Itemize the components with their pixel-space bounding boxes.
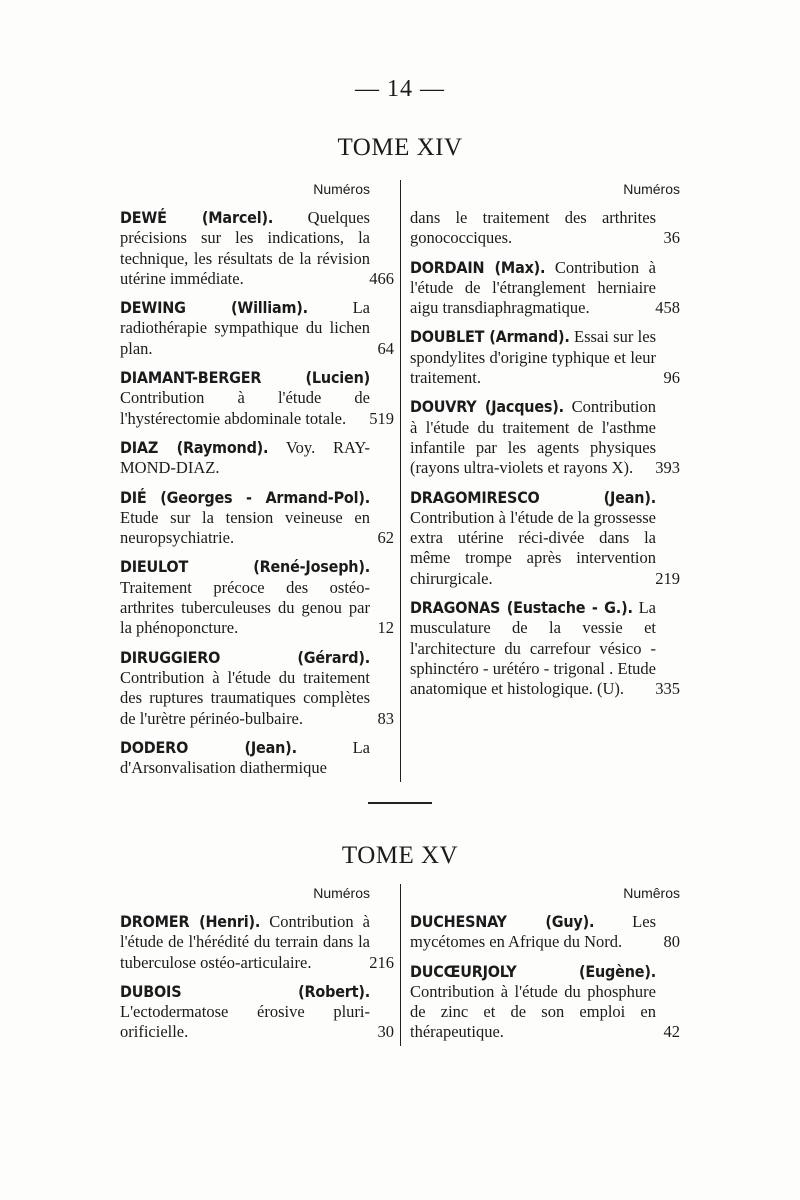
index-entry [120,208,394,289]
author-name: DROMER (Henri). [120,912,261,931]
entry-text [410,488,656,589]
entry-number: 393 [655,458,680,478]
column-right-tome-xiv [410,180,680,709]
author-name: DOUBLET (Armand). [410,327,570,347]
entry-text [410,208,656,249]
index-entry [120,981,394,1043]
thesis-title: Les mycétomes en Afrique du Nord. [410,912,656,952]
author-name: DUCŒURJOLY (Eugène). [410,961,656,981]
author-name: DUBOIS (Robert). [120,981,370,1001]
entry-text [120,368,370,429]
entry-number: 80 [663,932,680,952]
author-name: DIRUGGIERO (Gérard). [120,647,370,667]
entry-text [120,912,370,973]
author-name: DRAGONAS (Eustache - G.). [410,598,633,618]
page-number: — 14 — [355,76,445,102]
author-name: DUCHESNAY (Guy). [410,912,595,931]
entry-number: 62 [377,528,394,548]
index-entry [120,487,394,549]
index-entry [120,647,394,729]
index-entry [410,397,680,478]
column-left-tome-xv [120,884,394,1052]
thesis-title: Essai sur les spondylites d'origine typhique et leur traitement. [410,327,656,388]
entry-text [410,327,656,388]
entry-number: 216 [369,952,394,972]
entry-number: 83 [377,708,394,728]
index-entry [120,738,370,779]
thesis-title: Contribution à l'étude de l'hérédité du terrain dans la tuberculose ostéo-articulaire. [120,912,370,972]
column-heading: Numêros [623,885,680,901]
entry-text [120,298,370,359]
index-entry [120,298,394,359]
entry-text [120,982,370,1043]
entry-number: 466 [369,268,394,288]
column-right-tome-xv [410,884,680,1052]
entry-text [410,912,656,953]
section-title-tome-xv: TOME XV [341,842,459,869]
author-name: DOUVRY (Jacques). [410,397,564,417]
entry-number: 12 [377,618,394,638]
author-name: DORDAIN (Max). [410,257,546,277]
entry-number: 42 [663,1022,680,1042]
index-entry [120,368,394,429]
entry-text [120,738,370,779]
column-heading: Numéros [313,181,370,197]
entry-text [410,962,656,1043]
thesis-title: Contribution à l'étude de l'étranglement herniaire aigu transdiaphragmatique. [410,257,656,318]
thesis-title: dans le traitement des arthrites gonococciques. [410,208,656,248]
entry-text [120,648,370,729]
entry-number: 335 [655,679,680,699]
column-divider [400,180,401,782]
index-entry [120,912,394,973]
index-entry [410,487,680,589]
thesis-title: Etude sur la tension veineuse en neuropsychiatrie. [120,507,370,548]
thesis-title: Contribution à l'étude du phosphure de zinc et de son emploi en thérapeutique. [410,981,656,1042]
entry-text [410,598,656,699]
thesis-title: Voy. RAY-MOND-DIAZ. [120,437,370,478]
author-name: DIEULOT (René-Joseph). [120,557,370,577]
index-entry [410,961,680,1043]
entry-text [120,208,370,289]
column-heading: Numéros [623,181,680,197]
entry-number: 36 [663,228,680,248]
entry-number: 219 [655,568,680,588]
index-entry [410,327,680,388]
author-name: DIAZ (Raymond). [120,437,269,457]
thesis-title: Contribution à l'étude de l'hystérectomie abdominale totale. [120,388,370,428]
entry-text [410,258,656,319]
author-name: DEWÉ (Marcel). [120,208,274,227]
section-separator [368,802,432,804]
thesis-title: L'ectodermatose érosive pluri-orificielle. [120,1002,370,1042]
entry-text [120,557,370,638]
entry-text [120,488,370,549]
author-name: DIÉ (Georges - Armand-Pol). [120,487,370,507]
column-heading: Numéros [313,885,370,901]
index-entry [410,598,680,699]
column-divider [400,884,401,1046]
index-entry [410,208,680,249]
author-name: DIAMANT-BERGER (Lucien) [120,368,370,388]
section-title-tome-xiv: TOME XIV [337,134,463,161]
index-entry [410,912,680,953]
thesis-title: La musculature de la vessie et l'architecture du carrefour vésico - sphinctéro - urétéro - trigonal . Etude anatomique et histologique. (U). [410,598,656,699]
entry-text [410,397,656,478]
thesis-title: Contribution à l'étude du traitement de l'asthme infantile par les agents physiques (rayons ultra-violets et rayons X). [410,397,656,478]
thesis-title: La radiothérapie sympathique du lichen plan. [120,298,370,358]
entry-number: 30 [377,1022,394,1042]
entry-number: 96 [663,368,680,388]
column-left-tome-xiv [120,180,394,787]
index-entry [120,557,394,638]
thesis-title: Contribution à l'étude du traitement des ruptures traumatiques complètes de l'urètre périnéo-bulbaire. [120,667,370,728]
entry-number: 64 [377,338,394,358]
entry-number: 519 [369,408,394,428]
entry-number: 458 [655,298,680,318]
thesis-title: Contribution à l'étude de la grossesse extra utérine réci-divée dans la même trompe après intervention chirurgicale. [410,507,656,588]
entry-text [120,438,370,479]
index-entry [410,257,680,319]
author-name: DEWING (William). [120,298,308,318]
thesis-title: Quelques précisions sur les indications, la technique, les résultats de la révision utérine immédiate. [120,208,370,288]
author-name: DRAGOMIRESCO (Jean). [410,487,656,507]
thesis-title: La d'Arsonvalisation diathermique [120,737,370,778]
author-name: DODERO (Jean). [120,737,297,757]
index-entry [120,438,370,479]
thesis-title: Traitement précoce des ostéo-arthrites tuberculeuses du genou par la phénoponcture. [120,577,370,638]
